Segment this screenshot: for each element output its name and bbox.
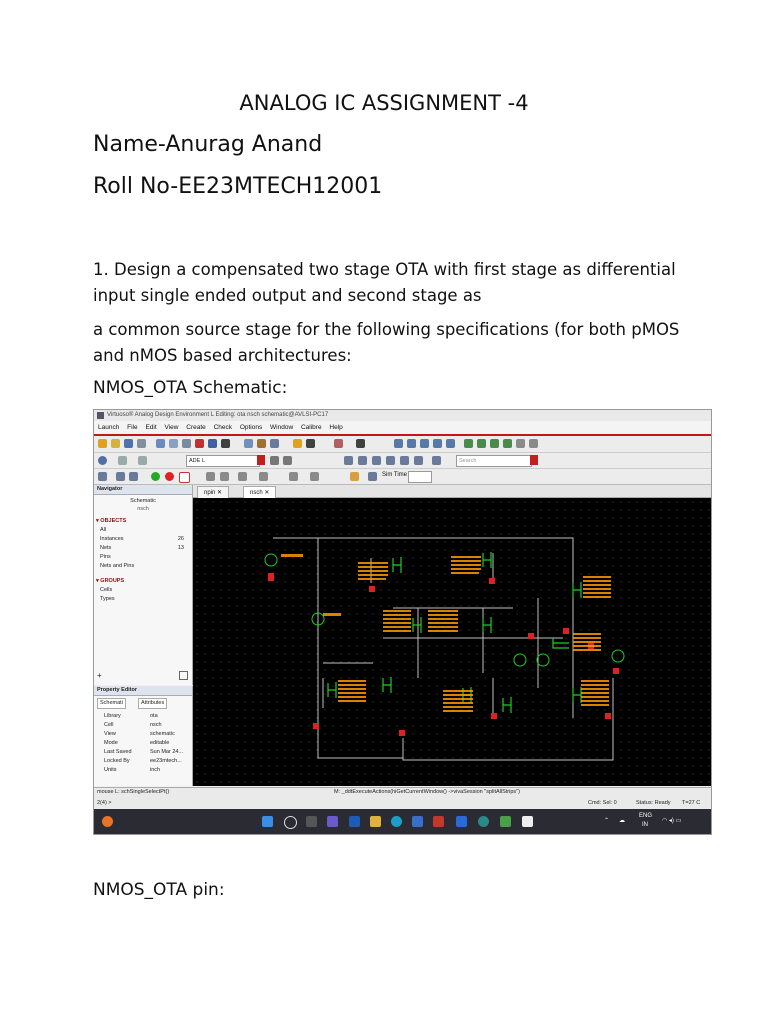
pan-icon[interactable] [446, 439, 455, 448]
menu-file[interactable]: File [127, 424, 138, 431]
ade-options-icon[interactable] [283, 456, 292, 465]
mouse-binding-text: mouse L: schSingleSelectPt() [97, 789, 170, 795]
netlist-icon[interactable] [372, 456, 381, 465]
editor-tabs [193, 485, 711, 498]
misc-icon[interactable] [529, 439, 538, 448]
probe-tool-icon[interactable] [310, 472, 319, 481]
start-icon[interactable] [262, 816, 273, 827]
open-icon[interactable] [111, 439, 120, 448]
hierarchy-icon[interactable] [414, 456, 423, 465]
ascend-icon[interactable] [477, 439, 486, 448]
zoom-fit-icon[interactable] [394, 439, 403, 448]
navigator-item-cells[interactable]: Cells [100, 587, 113, 593]
menu-bar [94, 421, 711, 436]
load-source-icon [612, 650, 624, 662]
navigator-item-nets[interactable]: Nets 13 [100, 545, 184, 551]
roll-number: Roll No-EE23MTECH12001 [93, 174, 383, 199]
select-all-icon[interactable] [118, 456, 127, 465]
delete-icon[interactable] [195, 439, 204, 448]
vpn-icon[interactable] [478, 816, 489, 827]
schematic-caption: NMOS_OTA Schematic: [93, 378, 288, 398]
mcafee-icon[interactable] [433, 816, 444, 827]
search-icon[interactable] [284, 816, 297, 829]
ade-dropdown-icon[interactable] [257, 455, 265, 465]
menu-view[interactable]: View [164, 424, 179, 431]
return-icon[interactable] [490, 439, 499, 448]
edge-icon[interactable] [391, 816, 402, 827]
menu-edit[interactable]: Edit [145, 424, 157, 431]
save-icon[interactable] [124, 439, 133, 448]
terminal-icon[interactable] [522, 816, 533, 827]
tray-chevron-icon[interactable]: ⌃ [604, 818, 610, 824]
attributes-tab[interactable]: Attributes [138, 698, 167, 709]
menu-options[interactable]: Options [239, 424, 263, 431]
tab-npin[interactable]: npin ✕ [197, 486, 229, 498]
navigator-item-nets-and-pins[interactable]: Nets and Pins [100, 563, 135, 569]
groups-section-header[interactable]: ▾ GROUPS [96, 578, 125, 584]
input-source-icon [537, 654, 549, 666]
navigator-item-pins[interactable]: Pins [100, 554, 111, 560]
copy-icon[interactable] [169, 439, 178, 448]
objects-label: OBJECTS [100, 518, 127, 524]
dropbox-icon[interactable] [456, 816, 467, 827]
main-toolbar [94, 436, 711, 453]
search-input[interactable]: Search [456, 455, 532, 467]
prop-row-last-saved: Last Saved Sun Mar 24... [104, 749, 184, 755]
tools-icon[interactable] [400, 456, 409, 465]
descend-icon[interactable] [464, 439, 473, 448]
navigator-view-title: Schematic [130, 498, 156, 504]
command-prompt[interactable]: 2(4) > [97, 800, 112, 806]
property-editor-header: Property Editor [94, 686, 192, 696]
navigator-view-name: nsch [137, 506, 149, 512]
temperature: T=27 C [682, 800, 701, 806]
input-source-icon [514, 654, 526, 666]
menu-help[interactable]: Help [329, 424, 343, 431]
menu-create[interactable]: Create [186, 424, 206, 431]
layout-icon[interactable] [129, 472, 138, 481]
instance-icon[interactable] [334, 439, 343, 448]
navigator-item-instances[interactable]: Instances 26 [100, 536, 184, 542]
sim-time-input[interactable] [408, 471, 432, 483]
return-top-icon[interactable] [503, 439, 512, 448]
prop-row-view: View schematic [104, 731, 175, 737]
plot-outputs-icon[interactable] [179, 472, 190, 483]
pin-icon[interactable] [270, 439, 279, 448]
device-annotations [281, 554, 611, 712]
table-icon[interactable] [116, 472, 125, 481]
cmd-selection: Cmd: Sel: 0 [588, 800, 617, 806]
os-taskbar [94, 809, 711, 834]
groups-label: GROUPS [100, 578, 125, 584]
cloud-icon[interactable]: ☁ [619, 818, 625, 824]
zoom-in-icon[interactable] [407, 439, 416, 448]
navigator-header: Navigator [94, 485, 192, 495]
text-icon[interactable] [221, 439, 230, 448]
app-icon [97, 412, 104, 419]
stretch-icon[interactable] [182, 439, 191, 448]
zoom-area-icon[interactable] [433, 439, 442, 448]
menu-check[interactable]: Check [213, 424, 233, 431]
schematic-canvas[interactable] [193, 498, 711, 786]
grid-icon[interactable] [98, 472, 107, 481]
cursor-icon[interactable] [289, 472, 298, 481]
edit-icon[interactable] [259, 472, 268, 481]
document-title: ANALOG IC ASSIGNMENT -4 [239, 91, 529, 115]
network-volume-battery-icon[interactable]: ◠ ◂) ▭ [662, 818, 682, 824]
stop-simulation-icon[interactable] [165, 472, 174, 481]
simulation-toolbar [94, 469, 711, 485]
virtuoso-screenshot [93, 409, 712, 835]
navigator-item-all[interactable]: All [100, 527, 107, 533]
prop-row-mode: Mode editable [104, 740, 170, 746]
store-icon[interactable] [412, 816, 423, 827]
deselect-icon[interactable] [138, 456, 147, 465]
edit-mode-icon[interactable] [344, 456, 353, 465]
secondary-toolbar [94, 453, 711, 469]
prop-row-cell: Cell nsch [104, 722, 162, 728]
add-icon[interactable]: + [97, 671, 102, 680]
teams-icon[interactable] [327, 816, 338, 827]
search-dropdown-icon[interactable] [530, 455, 538, 465]
prop-row-library: Library ota [104, 713, 158, 719]
prop-row-units: Units inch [104, 767, 161, 773]
probe-icon[interactable] [358, 456, 367, 465]
app-green-icon[interactable] [500, 816, 511, 827]
navigator-panel [94, 485, 193, 685]
note-icon[interactable] [356, 439, 365, 448]
property-editor-panel [94, 686, 193, 786]
window-titlebar [94, 410, 711, 421]
browse-icon[interactable] [432, 456, 441, 465]
trash-icon[interactable] [179, 671, 188, 680]
command-history-text: M: _ddtExecuteActions(hiGetCurrentWindow() ->vivaSession "splitAllStrips") [334, 789, 520, 795]
menu-calibre[interactable]: Calibre [300, 424, 322, 431]
results-icon[interactable] [386, 456, 395, 465]
lang-top[interactable]: ENG [639, 813, 653, 819]
new-icon[interactable] [98, 439, 107, 448]
sim-time-icon [368, 472, 377, 481]
app-l-icon[interactable] [349, 816, 360, 827]
window-title: Virtuoso® Analog Design Environment L Editing: ota nsch schematic@AVLSI-PC17 [107, 412, 329, 418]
properties-icon[interactable] [208, 439, 217, 448]
weather-icon[interactable] [102, 816, 113, 827]
file-explorer-icon[interactable] [370, 816, 381, 827]
symbol-icon[interactable] [306, 439, 315, 448]
print-icon[interactable] [137, 439, 146, 448]
lock-icon[interactable] [516, 439, 525, 448]
status-bar [94, 787, 711, 810]
ade-launch-icon[interactable] [270, 456, 279, 465]
setup-icon[interactable] [206, 472, 215, 481]
ade-field[interactable]: ADE L [186, 455, 260, 467]
menu-launch[interactable]: Launch [98, 424, 120, 431]
prop-row-locked-by: Locked By ee23mtech... [104, 758, 182, 764]
navigator-item-types[interactable]: Types [100, 596, 115, 602]
run-simulation-icon[interactable] [151, 472, 160, 481]
question-1-continued: a common source stage for the following specifications (for both pMOS and nMOS based architectures: [93, 320, 680, 365]
lang-bottom[interactable]: IN [642, 822, 648, 828]
variables-icon[interactable] [220, 472, 229, 481]
check-save-icon[interactable] [293, 439, 302, 448]
selection-mode-icon[interactable] [98, 456, 107, 465]
stimuli-icon[interactable] [238, 472, 247, 481]
wires [273, 538, 613, 760]
schematic-tab[interactable]: Schemati [97, 698, 126, 709]
wire-icon[interactable] [244, 439, 253, 448]
task-view-icon[interactable] [306, 816, 317, 827]
label-icon[interactable] [257, 439, 266, 448]
count: 13 [177, 545, 184, 551]
zoom-out-icon[interactable] [420, 439, 429, 448]
move-icon[interactable] [156, 439, 165, 448]
question-1-text: 1. Design a compensated two stage OTA with first stage as differential input single ended output and second stage as [93, 260, 676, 305]
sim-time-label: Sim Time [382, 472, 408, 478]
schematic-drawing [193, 498, 711, 786]
tab-nsch[interactable]: nsch ✕ [243, 486, 276, 498]
pin-caption: NMOS_OTA pin: [93, 880, 225, 900]
status-ready: Status: Ready [636, 800, 671, 806]
vdd-source-icon [265, 554, 277, 566]
undo-icon[interactable] [350, 472, 359, 481]
objects-section-header[interactable]: ▾ OBJECTS [96, 518, 127, 524]
count: 26 [177, 536, 184, 542]
student-name: Name-Anurag Anand [93, 132, 323, 157]
menu-window[interactable]: Window [270, 424, 294, 431]
